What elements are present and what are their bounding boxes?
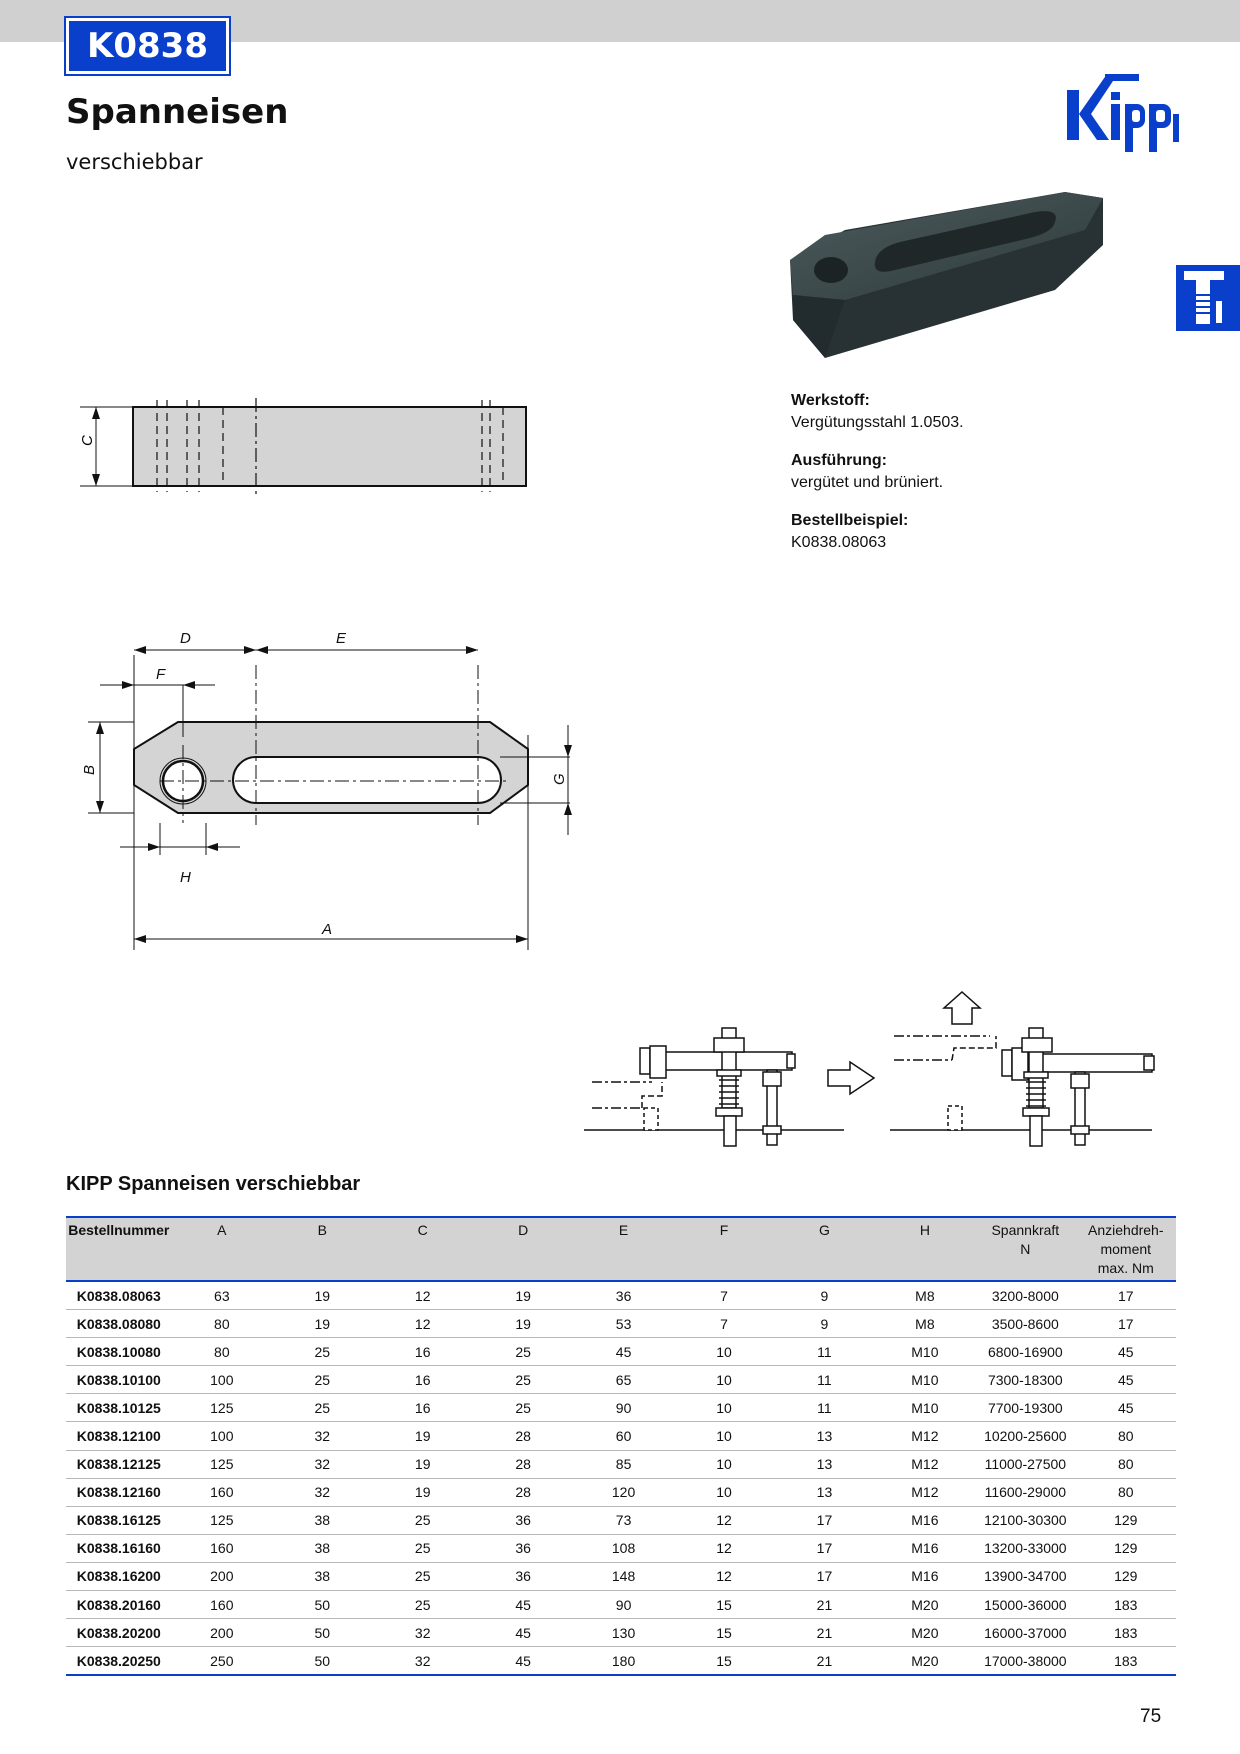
- table-cell: 21: [774, 1591, 874, 1619]
- table-cell: 80: [1076, 1450, 1176, 1478]
- order-number-cell: K0838.20250: [66, 1647, 172, 1676]
- table-cell: 10: [674, 1338, 774, 1366]
- table-cell: 16: [372, 1366, 472, 1394]
- table-cell: 108: [573, 1534, 673, 1562]
- order-number-cell: K0838.12100: [66, 1422, 172, 1450]
- table-cell: 125: [172, 1506, 272, 1534]
- table-row: [66, 1394, 1176, 1422]
- product-photo: [785, 190, 1105, 360]
- table-cell: 53: [573, 1310, 673, 1338]
- table-cell: 32: [272, 1450, 372, 1478]
- table-cell: 25: [272, 1338, 372, 1366]
- table-cell: 10: [674, 1394, 774, 1422]
- table-cell: M12: [875, 1478, 975, 1506]
- table-cell: 125: [172, 1394, 272, 1422]
- table-cell: M10: [875, 1338, 975, 1366]
- table-cell: 19: [372, 1450, 472, 1478]
- table-cell: 13200-33000: [975, 1534, 1075, 1562]
- order-number-cell: K0838.08080: [66, 1310, 172, 1338]
- table-cell: 25: [372, 1506, 472, 1534]
- col-header: F: [674, 1217, 774, 1281]
- top-view-drawing: [70, 625, 590, 955]
- table-cell: 45: [1076, 1366, 1176, 1394]
- table-cell: 19: [272, 1281, 372, 1310]
- table-cell: M12: [875, 1450, 975, 1478]
- table-cell: 21: [774, 1647, 874, 1676]
- table-cell: M12: [875, 1422, 975, 1450]
- table-cell: 38: [272, 1562, 372, 1590]
- table-cell: 13: [774, 1422, 874, 1450]
- table-cell: 200: [172, 1562, 272, 1590]
- col-header: H: [875, 1217, 975, 1281]
- table-cell: 180: [573, 1647, 673, 1676]
- col-header: Anziehdreh- moment max. Nm: [1076, 1217, 1176, 1281]
- table-cell: M10: [875, 1394, 975, 1422]
- col-header: B: [272, 1217, 372, 1281]
- table-cell: 32: [272, 1478, 372, 1506]
- table-cell: 183: [1076, 1619, 1176, 1647]
- dim-label-b: B: [81, 764, 98, 775]
- table-cell: 25: [473, 1394, 573, 1422]
- col-header: G: [774, 1217, 874, 1281]
- table-cell: 17: [774, 1534, 874, 1562]
- table-cell: 50: [272, 1619, 372, 1647]
- table-cell: 10: [674, 1450, 774, 1478]
- table-cell: M16: [875, 1506, 975, 1534]
- table-cell: 7: [674, 1310, 774, 1338]
- table-row: [66, 1506, 1176, 1534]
- table-cell: 9: [774, 1281, 874, 1310]
- table-cell: 7700-19300: [975, 1394, 1075, 1422]
- table-cell: 250: [172, 1647, 272, 1676]
- table-cell: 65: [573, 1366, 673, 1394]
- table-cell: 25: [372, 1591, 472, 1619]
- table-cell: 17: [774, 1506, 874, 1534]
- table-cell: 11: [774, 1394, 874, 1422]
- dim-label-e: E: [336, 630, 347, 647]
- table-cell: M20: [875, 1619, 975, 1647]
- table-cell: M8: [875, 1281, 975, 1310]
- table-cell: 16: [372, 1394, 472, 1422]
- table-cell: 10200-25600: [975, 1422, 1075, 1450]
- order-number-cell: K0838.10080: [66, 1338, 172, 1366]
- table-cell: 36: [573, 1281, 673, 1310]
- col-header: D: [473, 1217, 573, 1281]
- table-cell: 73: [573, 1506, 673, 1534]
- table-row: [66, 1591, 1176, 1619]
- table-cell: M16: [875, 1534, 975, 1562]
- table-cell: 90: [573, 1394, 673, 1422]
- page-subtitle: verschiebbar: [66, 150, 203, 174]
- table-cell: 19: [272, 1310, 372, 1338]
- spec-finish: Ausführung: vergütet und brüniert.: [791, 452, 944, 491]
- table-cell: 19: [473, 1310, 573, 1338]
- table-row: [66, 1647, 1176, 1676]
- table-cell: 130: [573, 1619, 673, 1647]
- table-cell: 7: [674, 1281, 774, 1310]
- col-header: Spannkraft N: [975, 1217, 1075, 1281]
- table-cell: M8: [875, 1310, 975, 1338]
- table-cell: 148: [573, 1562, 673, 1590]
- table-cell: 32: [372, 1619, 472, 1647]
- table-cell: 50: [272, 1647, 372, 1676]
- table-cell: 11000-27500: [975, 1450, 1075, 1478]
- order-number-cell: K0838.12160: [66, 1478, 172, 1506]
- table-row: [66, 1478, 1176, 1506]
- table-cell: 12: [674, 1562, 774, 1590]
- dim-label-a: A: [322, 921, 333, 938]
- side-view-drawing: [70, 390, 550, 500]
- table-cell: 17: [1076, 1310, 1176, 1338]
- dim-label-h: H: [180, 869, 191, 886]
- table-cell: 45: [473, 1591, 573, 1619]
- table-cell: 80: [1076, 1422, 1176, 1450]
- table-cell: 160: [172, 1534, 272, 1562]
- product-code-badge: K0838: [66, 18, 229, 74]
- order-number-cell: K0838.12125: [66, 1450, 172, 1478]
- table-cell: 183: [1076, 1591, 1176, 1619]
- table-cell: 13900-34700: [975, 1562, 1075, 1590]
- table-cell: 11: [774, 1338, 874, 1366]
- table-cell: M16: [875, 1562, 975, 1590]
- table-cell: 12: [372, 1281, 472, 1310]
- table-cell: 32: [272, 1422, 372, 1450]
- spec-material: Werkstoff: Vergütungsstahl 1.0503.: [791, 392, 964, 431]
- table-cell: 45: [473, 1619, 573, 1647]
- table-cell: 3200-8000: [975, 1281, 1075, 1310]
- table-cell: 12: [674, 1506, 774, 1534]
- table-cell: 50: [272, 1591, 372, 1619]
- table-cell: 17: [1076, 1281, 1176, 1310]
- table-cell: 19: [372, 1478, 472, 1506]
- table-row: [66, 1562, 1176, 1590]
- order-number-cell: K0838.20200: [66, 1619, 172, 1647]
- table-cell: 100: [172, 1366, 272, 1394]
- table-title: KIPP Spanneisen verschiebbar: [66, 1173, 361, 1195]
- table-cell: 21: [774, 1619, 874, 1647]
- table-row: [66, 1422, 1176, 1450]
- table-cell: 129: [1076, 1562, 1176, 1590]
- parts-table: [66, 1216, 1176, 1676]
- table-cell: 25: [272, 1366, 372, 1394]
- table-cell: 80: [172, 1310, 272, 1338]
- table-cell: 15: [674, 1591, 774, 1619]
- col-header: C: [372, 1217, 472, 1281]
- category-tab: [1176, 265, 1240, 331]
- table-row: [66, 1619, 1176, 1647]
- dim-label-c: C: [79, 435, 96, 446]
- table-cell: 160: [172, 1478, 272, 1506]
- table-cell: 3500-8600: [975, 1310, 1075, 1338]
- order-number-cell: K0838.16160: [66, 1534, 172, 1562]
- table-row: [66, 1310, 1176, 1338]
- table-cell: M20: [875, 1647, 975, 1676]
- order-number-cell: K0838.16200: [66, 1562, 172, 1590]
- col-header: A: [172, 1217, 272, 1281]
- table-cell: 45: [573, 1338, 673, 1366]
- dim-label-d: D: [180, 630, 191, 647]
- table-cell: 25: [372, 1562, 472, 1590]
- table-cell: 63: [172, 1281, 272, 1310]
- table-cell: 38: [272, 1506, 372, 1534]
- table-cell: 36: [473, 1562, 573, 1590]
- table-cell: 10: [674, 1366, 774, 1394]
- table-cell: 36: [473, 1506, 573, 1534]
- table-cell: 90: [573, 1591, 673, 1619]
- table-cell: 28: [473, 1422, 573, 1450]
- page-number: 75: [1140, 1706, 1162, 1727]
- order-number-cell: K0838.10125: [66, 1394, 172, 1422]
- table-cell: 25: [372, 1534, 472, 1562]
- order-number-cell: K0838.16125: [66, 1506, 172, 1534]
- table-cell: 200: [172, 1619, 272, 1647]
- table-cell: 15: [674, 1647, 774, 1676]
- col-header: E: [573, 1217, 673, 1281]
- table-cell: 129: [1076, 1534, 1176, 1562]
- table-row: [66, 1534, 1176, 1562]
- table-cell: 16: [372, 1338, 472, 1366]
- table-cell: 80: [172, 1338, 272, 1366]
- table-cell: 12: [674, 1534, 774, 1562]
- dim-label-f: F: [156, 666, 166, 683]
- table-cell: 183: [1076, 1647, 1176, 1676]
- table-cell: 19: [473, 1281, 573, 1310]
- table-cell: 11: [774, 1366, 874, 1394]
- table-cell: 12100-30300: [975, 1506, 1075, 1534]
- table-header-row: [66, 1217, 1176, 1281]
- table-cell: 129: [1076, 1506, 1176, 1534]
- table-cell: 125: [172, 1450, 272, 1478]
- table-cell: 13: [774, 1478, 874, 1506]
- table-cell: 25: [473, 1338, 573, 1366]
- table-cell: 28: [473, 1450, 573, 1478]
- table-cell: 36: [473, 1534, 573, 1562]
- table-cell: 32: [372, 1647, 472, 1676]
- table-cell: 45: [1076, 1338, 1176, 1366]
- order-number-cell: K0838.20160: [66, 1591, 172, 1619]
- table-cell: 120: [573, 1478, 673, 1506]
- table-cell: 9: [774, 1310, 874, 1338]
- table-row: [66, 1338, 1176, 1366]
- table-cell: 85: [573, 1450, 673, 1478]
- table-row: [66, 1450, 1176, 1478]
- table-cell: 38: [272, 1534, 372, 1562]
- order-number-cell: K0838.08063: [66, 1281, 172, 1310]
- page-title: Spanneisen: [66, 92, 289, 132]
- specifications: [791, 390, 964, 570]
- table-row: [66, 1281, 1176, 1310]
- table-cell: 28: [473, 1478, 573, 1506]
- table-cell: 16000-37000: [975, 1619, 1075, 1647]
- table-cell: 25: [473, 1366, 573, 1394]
- table-cell: 11600-29000: [975, 1478, 1075, 1506]
- clamp-icon: [1176, 265, 1240, 331]
- table-cell: 17000-38000: [975, 1647, 1075, 1676]
- table-cell: 80: [1076, 1478, 1176, 1506]
- table-cell: 13: [774, 1450, 874, 1478]
- table-cell: 10: [674, 1422, 774, 1450]
- kipp-logo: [1065, 74, 1180, 154]
- table-cell: 10: [674, 1478, 774, 1506]
- spec-order-example: Bestellbeispiel: K0838.08063: [791, 512, 909, 551]
- table-cell: 45: [473, 1647, 573, 1676]
- application-diagram: [582, 988, 1162, 1158]
- table-cell: 19: [372, 1422, 472, 1450]
- table-cell: 17: [774, 1562, 874, 1590]
- table-row: [66, 1366, 1176, 1394]
- table-cell: M10: [875, 1366, 975, 1394]
- table-cell: 160: [172, 1591, 272, 1619]
- table-cell: 6800-16900: [975, 1338, 1075, 1366]
- table-cell: 15: [674, 1619, 774, 1647]
- table-cell: 15000-36000: [975, 1591, 1075, 1619]
- table-cell: 60: [573, 1422, 673, 1450]
- col-header: Bestellnummer: [66, 1217, 172, 1281]
- table-cell: M20: [875, 1591, 975, 1619]
- dim-label-g: G: [551, 773, 568, 785]
- table-cell: 7300-18300: [975, 1366, 1075, 1394]
- order-number-cell: K0838.10100: [66, 1366, 172, 1394]
- table-cell: 25: [272, 1394, 372, 1422]
- table-cell: 12: [372, 1310, 472, 1338]
- table-cell: 45: [1076, 1394, 1176, 1422]
- table-cell: 100: [172, 1422, 272, 1450]
